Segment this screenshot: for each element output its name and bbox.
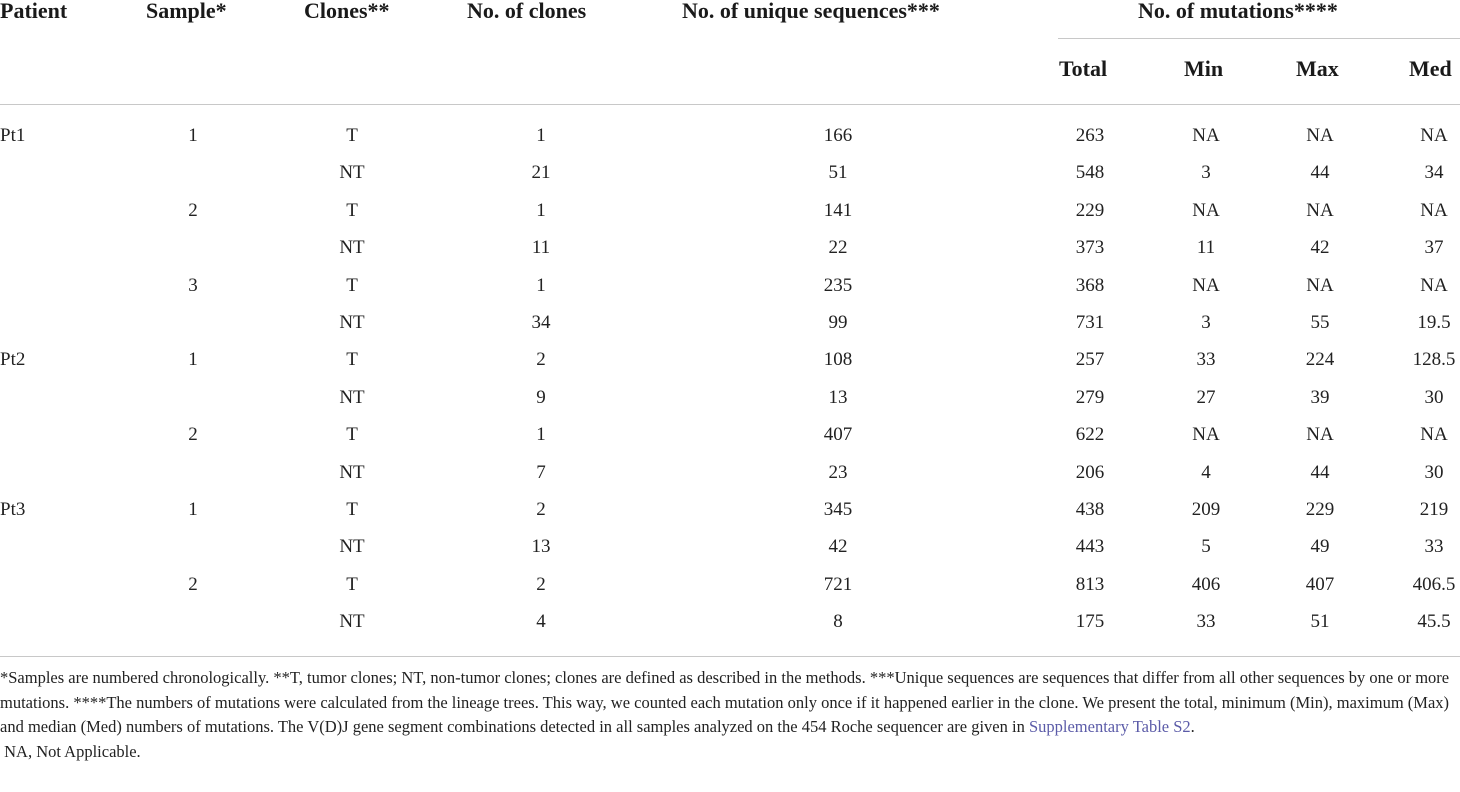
cell-med: 34 — [1424, 162, 1444, 184]
cell-clones: NT — [339, 386, 365, 408]
cell-unique-sequences: 22 — [828, 237, 848, 259]
cell-sample: 1 — [188, 349, 198, 371]
cell-total: 368 — [1075, 274, 1105, 296]
cell-num-clones: 1 — [536, 125, 546, 146]
table-row — [0, 603, 1460, 640]
cell-med: NA — [1420, 274, 1448, 296]
table-row — [0, 229, 1460, 266]
cell-total: 279 — [1075, 386, 1105, 408]
cell-min: 11 — [1196, 237, 1216, 259]
table-footnotes — [0, 666, 1460, 764]
cell-max: NA — [1306, 274, 1334, 296]
table-row — [0, 192, 1460, 229]
header-med: Med — [1409, 56, 1452, 81]
cell-clones: T — [346, 424, 358, 446]
cell-clones: NT — [339, 611, 365, 633]
cell-unique-sequences: 13 — [828, 386, 848, 408]
cell-num-clones: 2 — [536, 498, 546, 520]
cell-num-clones: 1 — [536, 199, 546, 221]
cell-sample: 2 — [188, 424, 198, 446]
cell-num-clones: 1 — [536, 274, 546, 296]
cell-total: 229 — [1075, 199, 1105, 221]
cell-min: 27 — [1196, 386, 1216, 408]
footnote-end: . — [1190, 717, 1195, 736]
cell-med: 37 — [1424, 237, 1444, 259]
table-row — [0, 528, 1460, 565]
cell-patient: Pt1 — [0, 125, 26, 146]
cell-min: NA — [1192, 125, 1220, 146]
cell-min: NA — [1192, 274, 1220, 296]
cell-num-clones: 11 — [531, 237, 551, 259]
header-num-clones: No. of clones — [467, 0, 587, 23]
cell-unique-sequences: 235 — [823, 274, 853, 296]
cell-clones: T — [346, 125, 358, 146]
cell-med: NA — [1420, 125, 1448, 146]
cell-min: NA — [1192, 199, 1220, 221]
cell-max: 224 — [1305, 349, 1335, 371]
cell-med: 128.5 — [1412, 349, 1456, 371]
cell-unique-sequences: 141 — [823, 199, 853, 221]
cell-sample: 2 — [188, 199, 198, 221]
cell-unique-sequences: 108 — [823, 349, 853, 371]
cell-max: 44 — [1310, 461, 1330, 483]
cell-num-clones: 2 — [536, 349, 546, 371]
header-patient: Patient — [0, 0, 68, 23]
header-num-mutations: No. of mutations**** — [1138, 0, 1338, 23]
cell-total: 263 — [1075, 125, 1105, 146]
cell-max: 51 — [1310, 611, 1330, 633]
cell-med: 30 — [1424, 386, 1444, 408]
cell-sample: 1 — [188, 125, 198, 146]
cell-total: 257 — [1075, 349, 1105, 371]
table-row — [0, 491, 1460, 528]
table-row — [0, 154, 1460, 191]
cell-patient: Pt3 — [0, 498, 26, 520]
cell-num-clones: 21 — [531, 162, 551, 184]
cell-med: 33 — [1424, 536, 1444, 558]
cell-clones: T — [346, 573, 358, 595]
header-num-unique-sequences: No. of unique sequences*** — [682, 0, 940, 23]
footnote-abbrev: NA, Not Applicable. — [0, 741, 141, 761]
table-row — [0, 304, 1460, 341]
cell-total: 622 — [1075, 424, 1105, 446]
cell-num-clones: 4 — [536, 611, 546, 633]
cell-min: 33 — [1196, 349, 1216, 371]
cell-clones: NT — [339, 311, 365, 333]
cell-clones: T — [346, 349, 358, 371]
cell-clones: NT — [339, 536, 365, 558]
cell-max: 42 — [1310, 237, 1330, 259]
table-bottom-rule — [0, 656, 1460, 657]
cell-clones: T — [346, 199, 358, 221]
cell-max: 229 — [1305, 498, 1335, 520]
cell-unique-sequences: 42 — [828, 536, 848, 558]
cell-unique-sequences: 407 — [823, 424, 853, 446]
cell-min: 209 — [1191, 498, 1221, 520]
cell-max: 44 — [1310, 162, 1330, 184]
cell-unique-sequences: 8 — [833, 611, 843, 633]
cell-clones: T — [346, 498, 358, 520]
cell-max: NA — [1306, 125, 1334, 146]
cell-unique-sequences: 23 — [828, 461, 848, 483]
header-max: Max — [1296, 56, 1339, 81]
cell-med: NA — [1420, 199, 1448, 221]
cell-patient: Pt2 — [0, 349, 26, 371]
cell-clones: NT — [339, 237, 365, 259]
cell-min: 4 — [1201, 461, 1211, 483]
cell-num-clones: 34 — [531, 311, 551, 333]
cell-min: 3 — [1201, 311, 1211, 333]
cell-min: 406 — [1191, 573, 1221, 595]
header-total: Total — [1059, 56, 1108, 81]
cell-unique-sequences: 166 — [823, 125, 853, 146]
cell-med: 45.5 — [1417, 611, 1451, 633]
cell-max: 407 — [1305, 573, 1335, 595]
cell-max: 39 — [1310, 386, 1330, 408]
header-group-rule — [1058, 38, 1460, 39]
cell-unique-sequences: 51 — [828, 162, 848, 184]
cell-max: NA — [1306, 199, 1334, 221]
table-row — [0, 117, 1460, 154]
cell-total: 175 — [1075, 611, 1105, 633]
cell-med: NA — [1420, 424, 1448, 446]
header-min: Min — [1184, 56, 1224, 81]
cell-num-clones: 13 — [531, 536, 551, 558]
cell-clones: NT — [339, 461, 365, 483]
cell-med: 30 — [1424, 461, 1444, 483]
cell-min: 5 — [1201, 536, 1211, 558]
cell-min: NA — [1192, 424, 1220, 446]
header-sample: Sample* — [146, 0, 227, 23]
cell-unique-sequences: 345 — [823, 498, 853, 520]
table-row — [0, 416, 1460, 453]
footnote-text: *Samples are numbered chronologically. **T, tumor clones; NT, non-tumor clones; clones are defined as described in the methods. ***Unique sequences are sequences that differ from all other sequences by one or more mutations. ****The numbers of mutations were calculated from the lineage trees. This way, we counted each mutation only once if it happened earlier in the clone. We present the total, minimum (Min), maximum (Max) and median (Med) numbers of mutations. The V(D)J gene segment combinations detected in all samples analyzed on the 454 Roche sequencer are given in — [0, 668, 1450, 736]
header-clones: Clones** — [304, 0, 390, 23]
footnote-main — [0, 666, 1460, 740]
cell-num-clones: 9 — [536, 386, 546, 408]
cell-clones: NT — [339, 162, 365, 184]
cell-max: NA — [1306, 424, 1334, 446]
cell-min: 33 — [1196, 611, 1216, 633]
cell-clones: T — [346, 274, 358, 296]
cell-total: 731 — [1075, 311, 1105, 333]
cell-num-clones: 1 — [536, 424, 546, 446]
table-row — [0, 454, 1460, 491]
cell-total: 206 — [1075, 461, 1105, 483]
cell-unique-sequences: 99 — [828, 311, 848, 333]
cell-max: 55 — [1310, 311, 1330, 333]
table-row — [0, 566, 1460, 603]
table-row — [0, 267, 1460, 304]
cell-unique-sequences: 721 — [823, 573, 853, 595]
header-bottom-rule — [0, 104, 1460, 105]
supplementary-table-link[interactable]: Supplementary Table S2 — [1028, 717, 1191, 736]
cell-num-clones: 2 — [536, 573, 546, 595]
cell-num-clones: 7 — [536, 461, 546, 483]
table-row — [0, 341, 1460, 378]
cell-total: 813 — [1075, 573, 1105, 595]
cell-total: 373 — [1075, 237, 1105, 259]
cell-total: 548 — [1075, 162, 1105, 184]
table-body — [0, 117, 1460, 640]
cell-min: 3 — [1201, 162, 1211, 184]
cell-max: 49 — [1310, 536, 1330, 558]
cell-med: 406.5 — [1412, 573, 1456, 595]
cell-sample: 3 — [188, 274, 198, 296]
cell-total: 443 — [1075, 536, 1105, 558]
table-row — [0, 379, 1460, 416]
cell-total: 438 — [1075, 498, 1105, 520]
cell-med: 219 — [1419, 498, 1449, 520]
cell-sample: 2 — [188, 573, 198, 595]
cell-sample: 1 — [188, 498, 198, 520]
cell-med: 19.5 — [1417, 311, 1451, 333]
